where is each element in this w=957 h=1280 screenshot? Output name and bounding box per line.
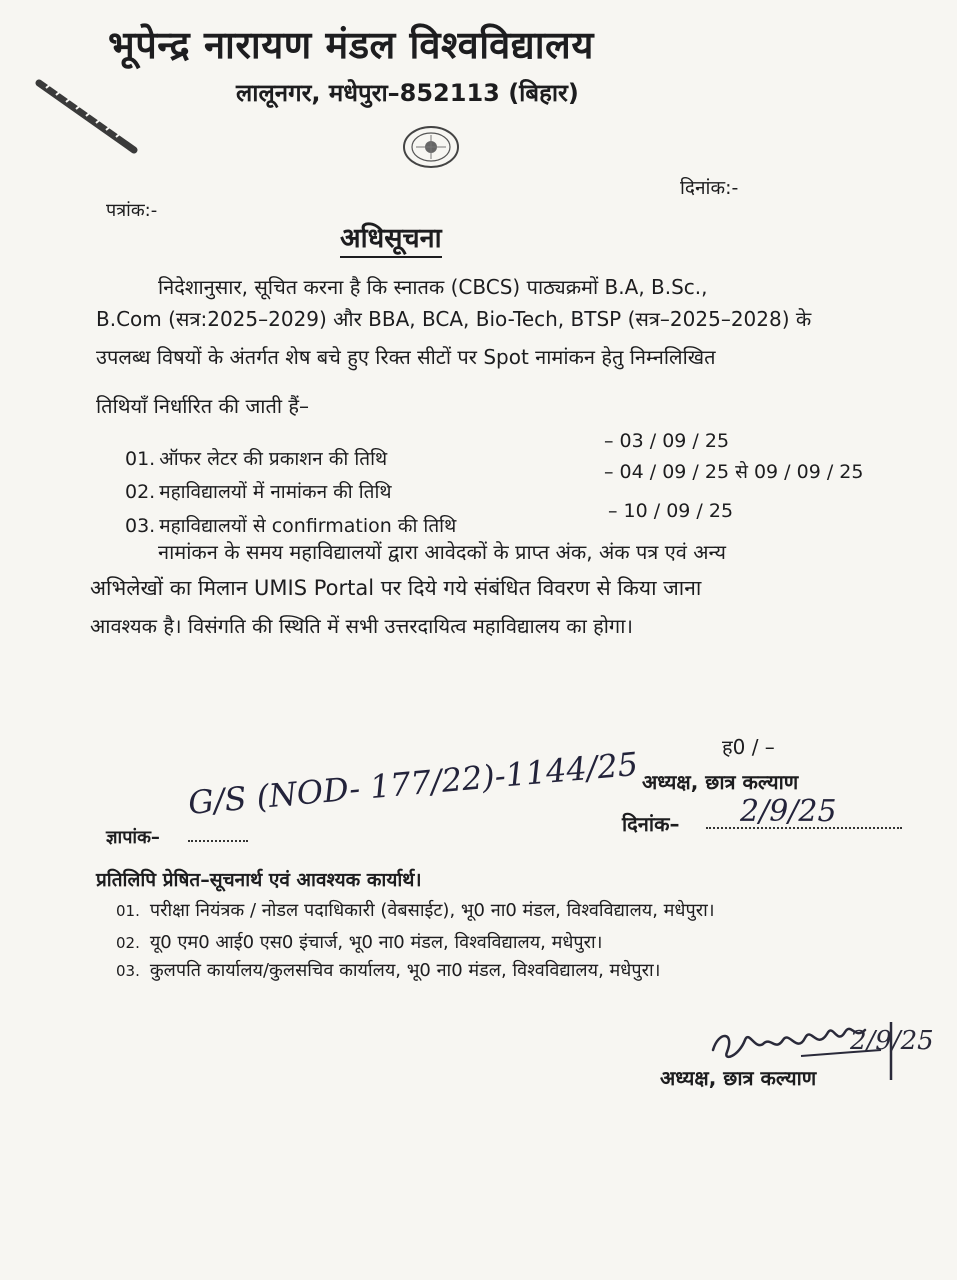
- paragraph-line: उपलब्ध विषयों के अंतर्गत शेष बचे हुए रिक्त सीटों पर Spot नामांकन हेतु निम्नलिखित: [96, 345, 716, 369]
- patrank-label: पत्रांक:-: [106, 200, 158, 221]
- copy-to-item: [116, 958, 660, 982]
- gyapank-label: ज्ञापांक–: [106, 827, 160, 848]
- signature-date: 2/9/25: [850, 1026, 934, 1056]
- schedule-item-number: 02.: [125, 481, 156, 503]
- signatory-designation: अध्यक्ष, छात्र कल्याण: [660, 1066, 817, 1090]
- schedule-item: [125, 478, 392, 504]
- schedule-item-label: महाविद्यालयों में नामांकन की तिथि: [159, 481, 392, 503]
- dinank-label: दिनांक:-: [680, 177, 739, 199]
- copy-to-item: [116, 930, 602, 954]
- schedule-item-date: – 04 / 09 / 25 से 09 / 09 / 25: [604, 461, 864, 483]
- copy-to-item-text: कुलपति कार्यालय/कुलसचिव कार्यालय, भू0 ना0 मंडल, विश्वविद्यालय, मधेपुरा।: [149, 960, 661, 981]
- pen-scribble-mark: [34, 58, 144, 158]
- dinank-handwritten-value: 2/9/25: [740, 794, 837, 829]
- copy-to-item-number: 03.: [116, 962, 140, 980]
- university-address: लालूनगर, मधेपुरा–852113 (बिहार): [236, 79, 579, 107]
- paragraph-line: आवश्यक है। विसंगति की स्थिति में सभी उत्तरदायित्व महाविद्यालय का होगा।: [90, 614, 633, 638]
- paragraph-line: नामांकन के समय महाविद्यालयों द्वारा आवेदकों के प्राप्त अंक, अंक पत्र एवं अन्य: [158, 540, 727, 564]
- copy-to-heading: प्रतिलिपि प्रेषित–सूचनार्थ एवं आवश्यक कार्यार्थ।: [96, 869, 422, 891]
- schedule-item: [125, 512, 456, 538]
- copy-to-item-number: 02.: [116, 934, 140, 952]
- document-title: अधिसूचना: [340, 218, 442, 258]
- schedule-item-number: 01.: [125, 448, 156, 470]
- schedule-item-label: महाविद्यालयों से confirmation की तिथि: [159, 515, 457, 537]
- university-name: भूपेन्द्र नारायण मंडल विश्वविद्यालय: [108, 23, 594, 67]
- schedule-item: [125, 445, 387, 471]
- signed-mark: ह0 / –: [722, 735, 775, 759]
- copy-to-item-text: यू0 एम0 आई0 एस0 इंचार्ज, भू0 ना0 मंडल, विश्वविद्यालय, मधेपुरा।: [149, 932, 603, 953]
- paragraph-line: अभिलेखों का मिलान UMIS Portal पर दिये गये संबंधित विवरण से किया जाना: [90, 576, 702, 600]
- gyapank-dotted-line: [188, 836, 248, 842]
- schedule-item-date: – 03 / 09 / 25: [604, 430, 730, 452]
- dinank-label: दिनांक–: [622, 812, 680, 836]
- schedule-item-label: ऑफर लेटर की प्रकाशन की तिथि: [159, 448, 388, 470]
- paragraph-line: निदेशानुसार, सूचित करना है कि स्नातक (CBCS) पाठ्यक्रमों B.A, B.Sc.,: [158, 275, 708, 299]
- paragraph-line: तिथियाँ निर्धारित की जाती हैं–: [96, 394, 310, 418]
- paragraph-line: B.Com (सत्र:2025–2029) और BBA, BCA, Bio-Tech, BTSP (सत्र–2025–2028) के: [96, 307, 812, 331]
- copy-to-item: [116, 898, 715, 922]
- copy-to-item-number: 01.: [116, 902, 140, 920]
- university-seal-logo: [402, 125, 460, 169]
- schedule-item-number: 03.: [125, 515, 156, 537]
- signatory-designation: अध्यक्ष, छात्र कल्याण: [642, 770, 799, 794]
- gyapank-handwritten-value: G/S (NOD- 177/22)-1144/25: [186, 744, 640, 822]
- copy-to-item-text: परीक्षा नियंत्रक / नोडल पदाधिकारी (वेबसाईट), भू0 ना0 मंडल, विश्वविद्यालय, मधेपुरा।: [149, 900, 715, 921]
- schedule-item-date: – 10 / 09 / 25: [608, 500, 734, 522]
